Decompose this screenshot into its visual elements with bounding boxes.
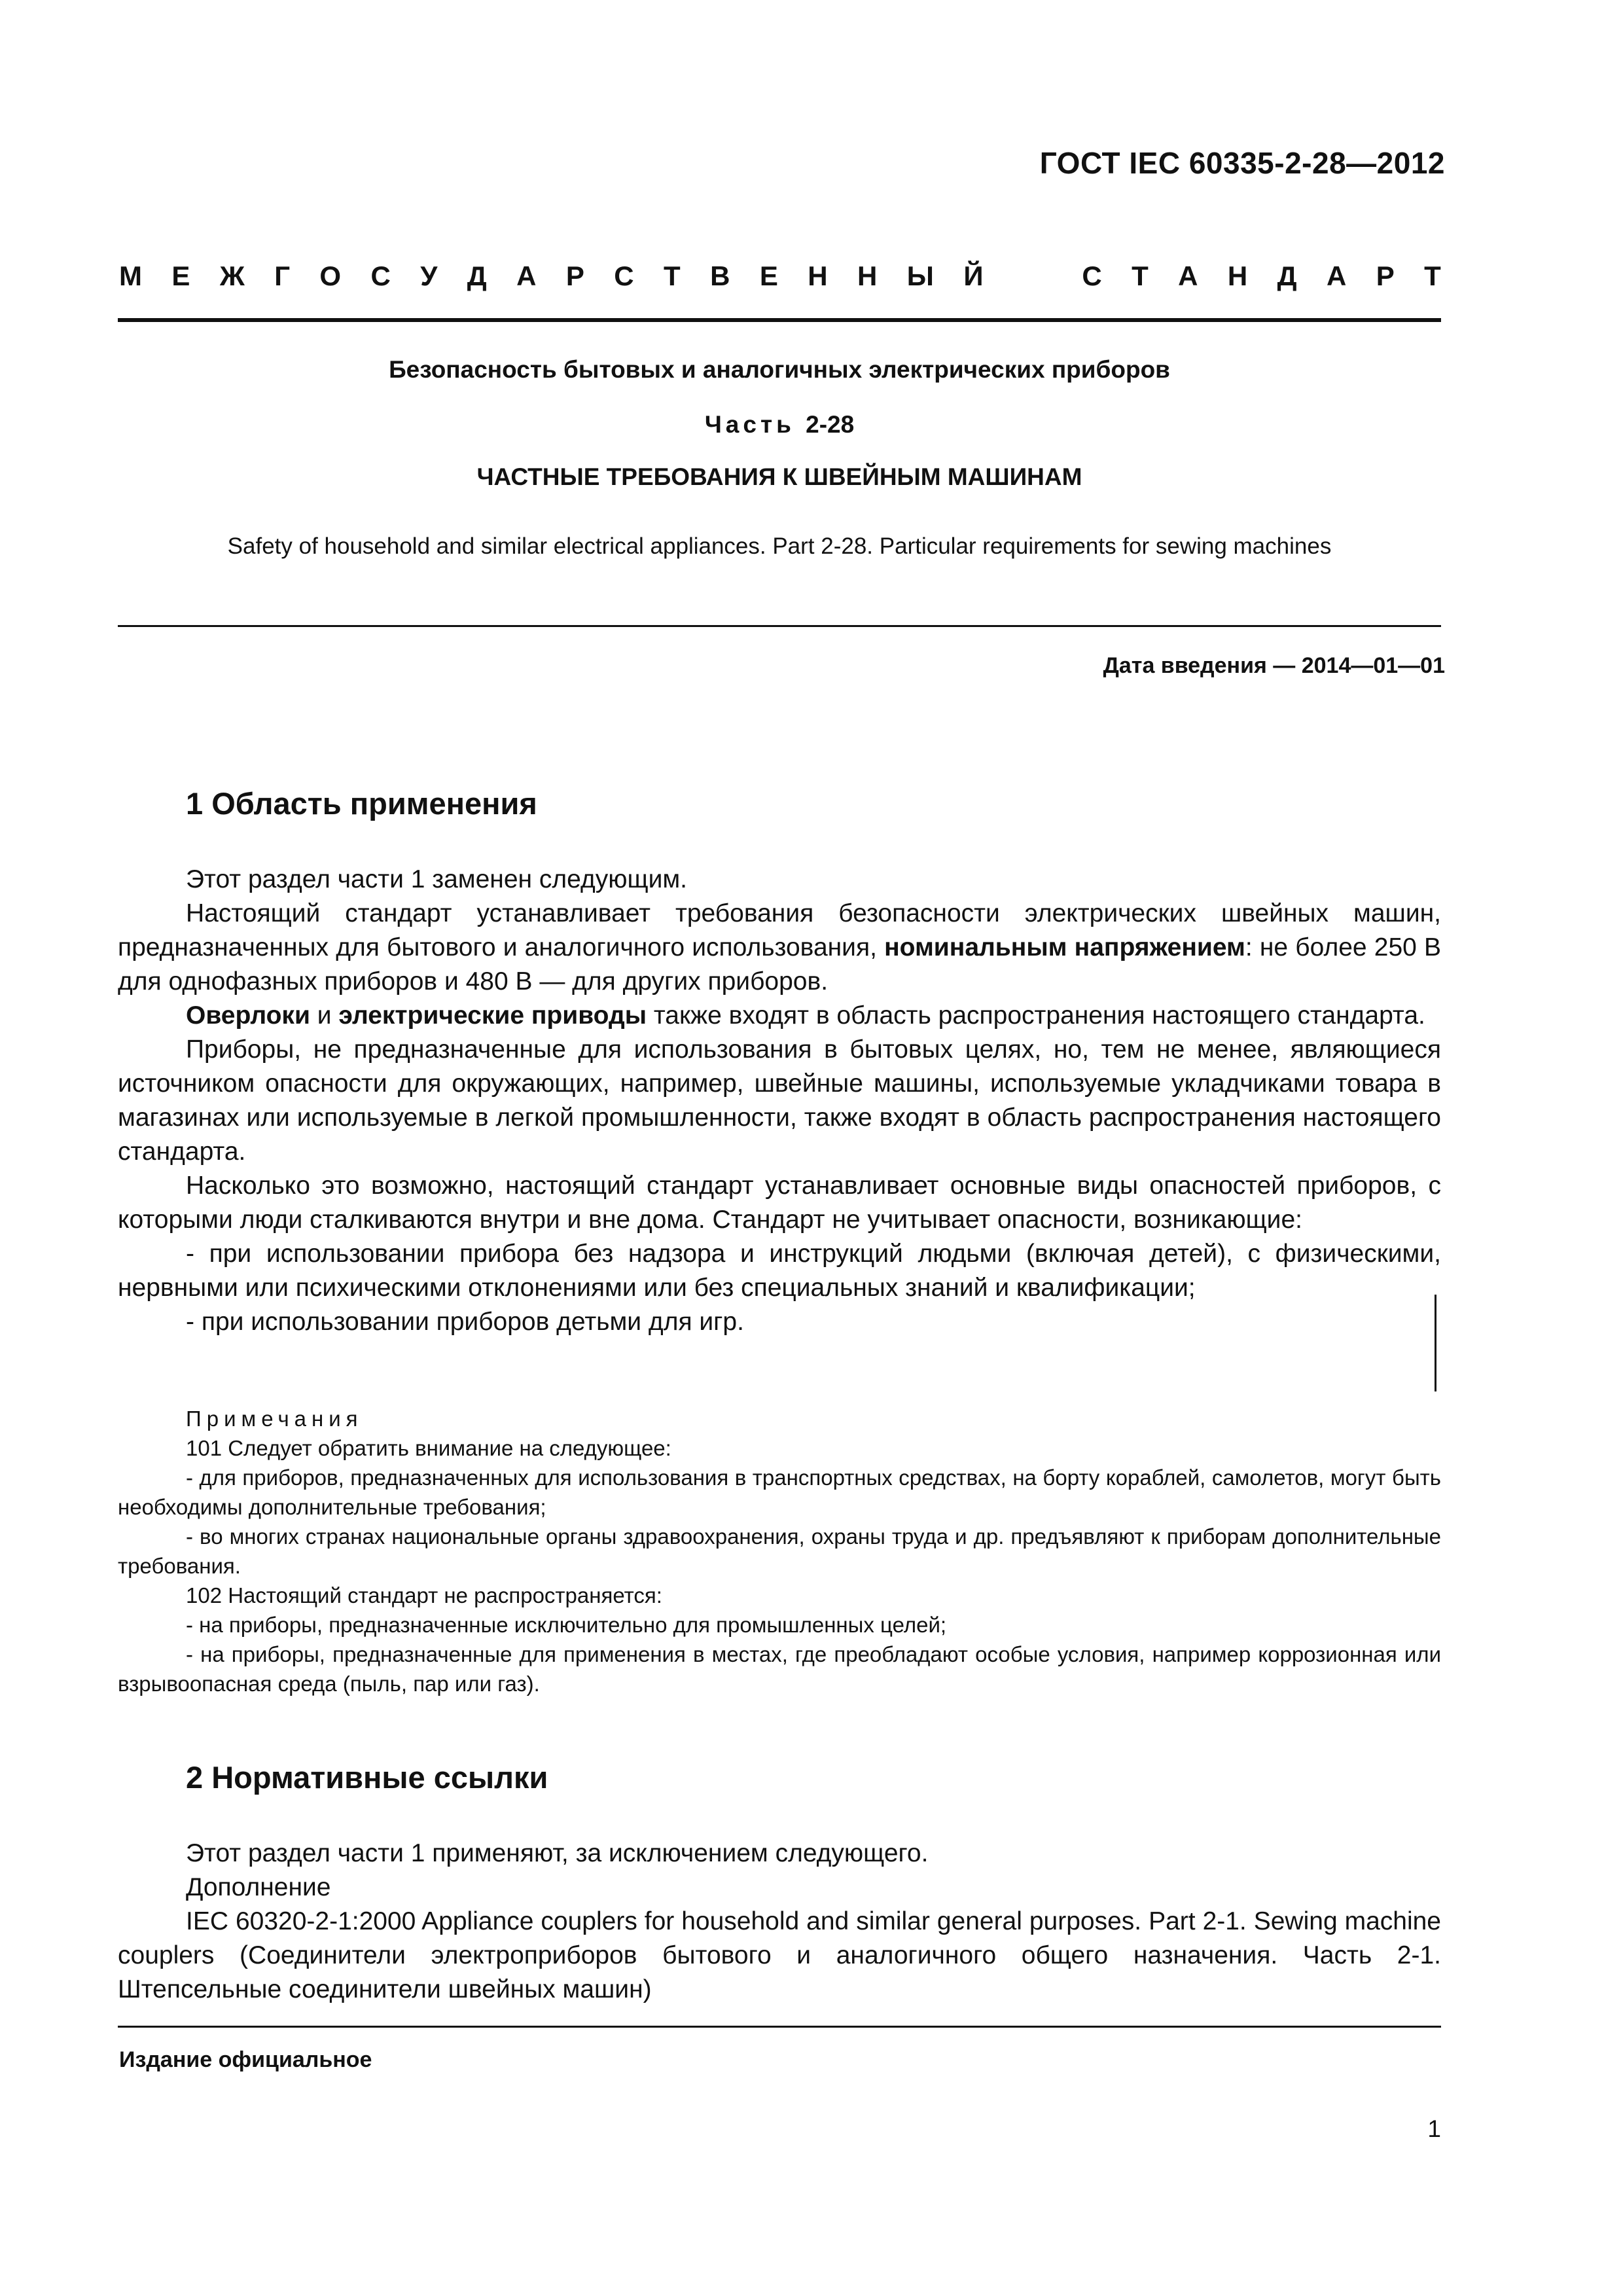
- heading-letter: Ж: [219, 260, 245, 291]
- paragraph: Приборы, не предназначенные для использования в бытовых целях, но, тем не менее, являющиеся источником опасности для окружающих, например, швейные машины, используемые укладчиками товара в магазинах или используемые в легкой промышленности, также входят в область распространения настоящего стандарта.: [118, 1035, 1441, 1166]
- list-item: - при использовании приборов детьми для игр.: [186, 1308, 744, 1336]
- heading-letter: Е: [171, 260, 190, 291]
- title-en: Safety of household and similar electrical appliances. Part 2-28. Particular requirements for sewing machines: [227, 533, 1332, 559]
- paragraph: Оверлоки и электрические приводы также входят в область распространения настоящего стандарта.: [186, 1001, 1425, 1030]
- heading-letter: А: [516, 260, 537, 291]
- heading-letter: С: [370, 260, 391, 291]
- notes-heading: Примечания: [186, 1407, 363, 1431]
- heading-letter: У: [420, 260, 438, 291]
- section-1-heading: 1 Область применения: [186, 786, 537, 821]
- heading-letter: Т: [1132, 260, 1149, 291]
- heading-letter: Н: [1227, 260, 1248, 291]
- part-number: 2-28: [806, 411, 855, 438]
- interstate-standard-heading: [119, 260, 1441, 292]
- section-2-heading: 2 Нормативные ссылки: [186, 1760, 548, 1795]
- heading-letter: Г: [274, 260, 291, 291]
- note-item: - на приборы, предназначенные исключительно для промышленных целей;: [186, 1613, 947, 1637]
- heading-letter: Ы: [906, 260, 934, 291]
- heading-letter: Р: [1376, 260, 1395, 291]
- heading-letter: С: [1082, 260, 1102, 291]
- heading-letter: О: [319, 260, 342, 291]
- title-rule: [118, 625, 1441, 627]
- heading-letter: Р: [565, 260, 584, 291]
- note-item: - для приборов, предназначенных для использования в транспортных средствах, на борту кораблей, самолетов, могут быть необходимы дополнительные требования;: [118, 1465, 1441, 1519]
- header-rule: [118, 318, 1441, 322]
- heading-letter: В: [710, 260, 730, 291]
- paragraph: Этот раздел части 1 заменен следующим.: [186, 865, 688, 893]
- heading-letter: Д: [467, 260, 487, 291]
- introduction-date: Дата введения — 2014—01—01: [1103, 653, 1445, 678]
- footer-rule: [118, 2026, 1441, 2028]
- heading-letter: Н: [857, 260, 878, 291]
- heading-letter: А: [1178, 260, 1198, 291]
- section-2-body: [118, 1837, 1441, 2007]
- heading-letter: М: [119, 260, 142, 291]
- standard-code: ГОСТ IEC 60335-2-28—2012: [1039, 146, 1445, 180]
- note-item: 101 Следует обратить внимание на следующее:: [186, 1436, 671, 1460]
- paragraph: Насколько это возможно, настоящий стандарт устанавливает основные виды опасностей приборов, с которыми люди сталкиваются внутри и вне дома. Стандарт не учитывает опасности, возникающие:: [118, 1172, 1441, 1234]
- list-item: - при использовании прибора без надзора и инструкций людьми (включая детей), с физическими, нервными или психическими отклонениями или без специальных знаний и квалификации;: [118, 1240, 1441, 1302]
- heading-letter: Й: [963, 260, 984, 291]
- heading-letter: Е: [759, 260, 778, 291]
- heading-letter: Д: [1277, 260, 1297, 291]
- title-ru: Безопасность бытовых и аналогичных электрических приборов: [389, 356, 1170, 383]
- edition-label: Издание официальное: [119, 2047, 372, 2072]
- change-marker-bar: [1435, 1295, 1436, 1391]
- title-subtitle: ЧАСТНЫЕ ТРЕБОВАНИЯ К ШВЕЙНЫМ МАШИНАМ: [476, 463, 1082, 490]
- page-number: 1: [1427, 2115, 1441, 2142]
- notes-block: [118, 1404, 1441, 1698]
- heading-letter: С: [614, 260, 634, 291]
- paragraph: Дополнение: [186, 1873, 331, 1901]
- heading-letter: Т: [1424, 260, 1441, 291]
- note-item: - во многих странах национальные органы здравоохранения, охраны труда и др. предъявляют к приборам дополнительные требования.: [118, 1524, 1441, 1578]
- heading-letter: Н: [808, 260, 828, 291]
- section-1-body: [118, 863, 1441, 1339]
- heading-letter: А: [1326, 260, 1347, 291]
- paragraph: Этот раздел части 1 применяют, за исключением следующего.: [186, 1839, 929, 1867]
- title-part: [118, 411, 1441, 439]
- note-item: - на приборы, предназначенные для применения в местах, где преобладают особые условия, например коррозионная или взрывоопасная среда (пыль, пар или газ).: [118, 1642, 1441, 1696]
- word-gap: [1013, 260, 1052, 292]
- heading-letter: Т: [664, 260, 681, 291]
- paragraph: IEC 60320-2-1:2000 Appliance couplers for household and similar general purposes. Part 2-1. Sewing machine couplers (Соединители электроприборов бытового и аналогичного общего назначения. Часть 2-1. Штепсельные соединители швейных машин): [118, 1907, 1441, 2003]
- paragraph: Настоящий стандарт устанавливает требования безопасности электрических швейных машин, предназначенных для бытового и аналогичного использования, номинальным напряжением: не более 250 В для однофазных приборов и 480 В — для других приборов.: [118, 899, 1441, 996]
- part-label: Часть: [704, 411, 795, 438]
- note-item: 102 Настоящий стандарт не распространяется:: [186, 1583, 662, 1607]
